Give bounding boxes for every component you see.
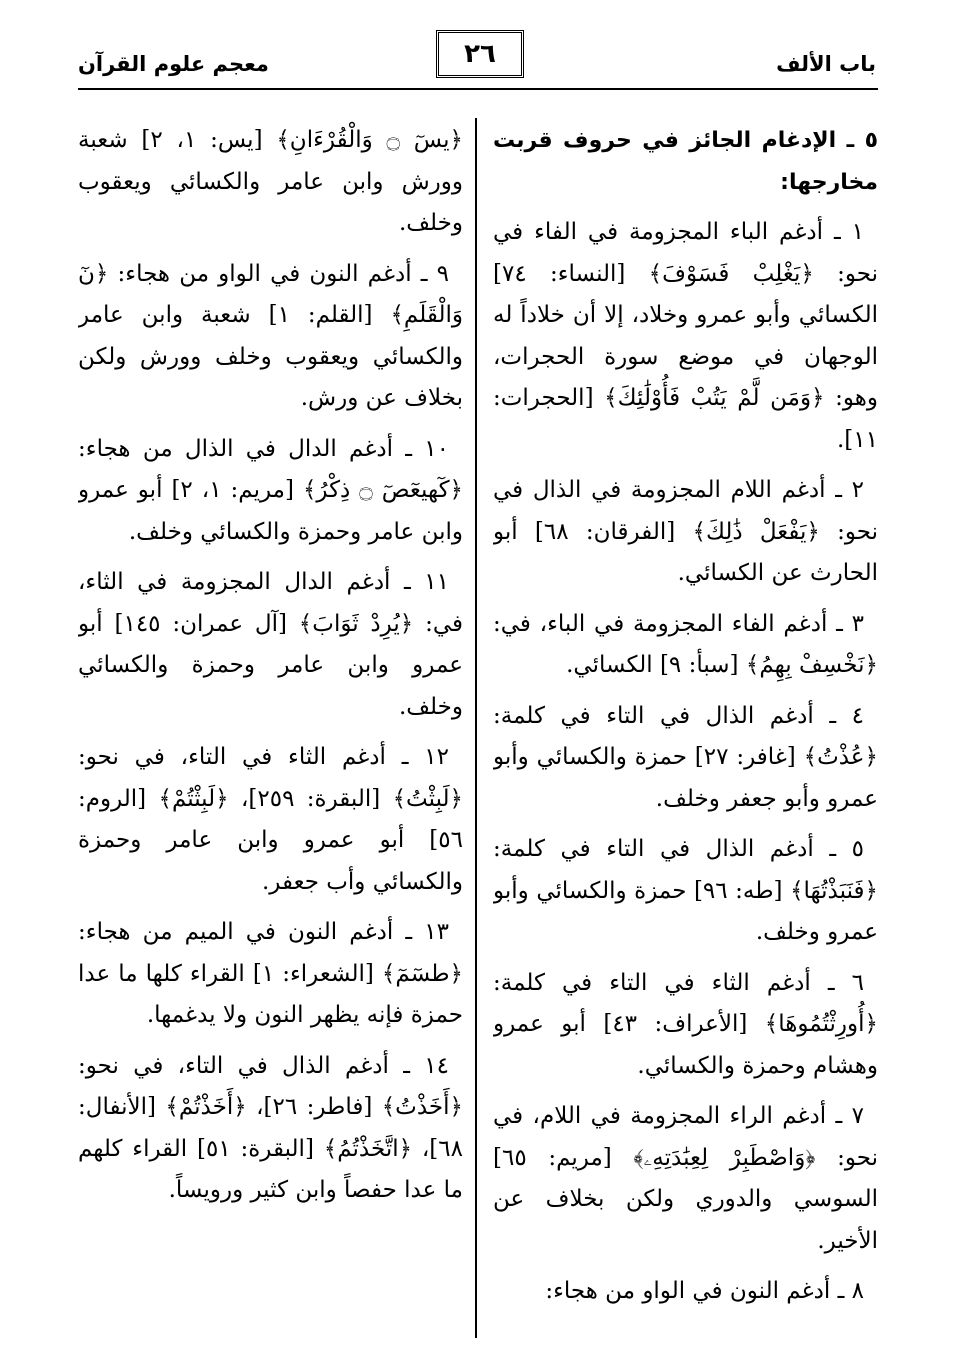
page-number: ٢٦ [464,39,496,69]
paragraph: ٣ ـ أدغم الفاء المجزومة في الباء، في: ﴿نَخْسِفْ بِهِمُ﴾ [سبأ: ٩] الكسائي. [493,610,878,678]
page-header [78,30,878,90]
paragraph: ١٢ ـ أدغم الثاء في التاء، في نحو: ﴿لَبِثْتُ﴾ [البقرة: ٢٥٩]، ﴿لَبِثْتُمْ﴾ [الروم: ٥٦] أبو عمرو وابن عامر وحمزة والكسائي وأب جعفر. [78,744,463,895]
paragraph: ١٠ ـ أدغم الدال في الذال من هجاء: ﴿كٓهيعٓصٓ ۝ ذِكْرُ﴾ [مريم: ١، ٢] أبو عمرو وابن عامر وحمزة والكسائي وخلف. [78,435,463,545]
paragraph: ١١ ـ أدغم الدال المجزومة في الثاء، في: ﴿يُرِدْ ثَوَابَ﴾ [آل عمران: ١٤٥] أبو عمرو وابن عامر وحمزة والكسائي وخلف. [78,569,463,720]
paragraph: ٤ ـ أدغم الذال في التاء في كلمة: ﴿عُذْتُ﴾ [غافر: ٢٧] حمزة والكسائي وأبو عمرو وأبو جعفر وخلف. [493,702,878,812]
paragraph: ٧ ـ أدغم الراء المجزومة في اللام، في نحو: ﴿وَاصْطَبِرْ لِعِبَٰدَتِهِۦ﴾ [مريم: ٦٥] السوسي والدوري ولكن بخلاف عن الأخير. [493,1103,878,1254]
paragraph: ١ ـ أدغم الباء المجزومة في الفاء في نحو: ﴿يَغْلِبْ فَسَوْفَ﴾ [النساء: ٧٤] الكسائي وأبو عمرو وخلاد، إلا أن خلاداً له الوجهان في موضع سورة الحجرات، وهو: ﴿وَمَن لَّمْ يَتُبْ فَأُوْلَٰئِكَ﴾ [الحجرات: ١١]. [493,219,878,453]
section-heading: ٥ ـ الإدغام الجائز في حروف قربت مخارجها: [493,128,878,195]
paragraph: ٩ ـ أدغم النون في الواو من هجاء: ﴿نٓ وَالْقَلَمِ﴾ [القلم: ١] شعبة وابن عامر والكسائي ويعقوب وخلف وورش ولكن بخلاف عن ورش. [78,260,463,411]
paragraph: ٢ ـ أدغم اللام المجزومة في الذال في نحو: ﴿يَفْعَلْ ذَٰلِكَ﴾ [الفرقان: ٦٨] أبو الحارث عن الكسائي. [493,477,878,586]
page-number-box [436,30,524,78]
left-column [78,120,463,1350]
column-divider [475,118,477,1338]
paragraph: ٨ ـ أدغم النون في الواو من هجاء: [545,1278,864,1304]
chapter-title: باب الألف [776,52,876,76]
paragraph: ١٣ ـ أدغم النون في الميم من هجاء: ﴿طسٓمٓ﴾ [الشعراء: ١] القراء كلها ما عدا حمزة فإنه يظهر النون ولا يدغمها. [78,919,463,1028]
paragraph: ﴿يسٓ ۝ وَالْقُرْءَانِ﴾ [يس: ١، ٢] شعبة وورش وابن عامر والكسائي ويعقوب وخلف. [78,127,463,236]
right-column [493,120,878,1350]
paragraph: ١٤ ـ أدغم الذال في التاء، في نحو: ﴿أَخَذْتُ﴾ [فاطر: ٢٦]، ﴿أَخَذْتُمْ﴾ [الأنفال: ٦٨]، ﴿اتَّخَذْتُمُ﴾ [البقرة: ٥١] القراء كلهم ما عدا حفصاً وابن كثير ورويساً. [78,1052,463,1203]
paragraph: ٥ ـ أدغم الذال في التاء في كلمة: ﴿فَنَبَذْتُهَا﴾ [طه: ٩٦] حمزة والكسائي وأبو عمرو وخلف. [493,836,878,945]
book-title: معجم علوم القرآن [78,52,269,76]
paragraph: ٦ ـ أدغم الثاء في التاء في كلمة: ﴿أُورِثْتُمُوهَا﴾ [الأعراف: ٤٣] أبو عمرو وهشام وحمزة والكسائي. [493,969,878,1079]
